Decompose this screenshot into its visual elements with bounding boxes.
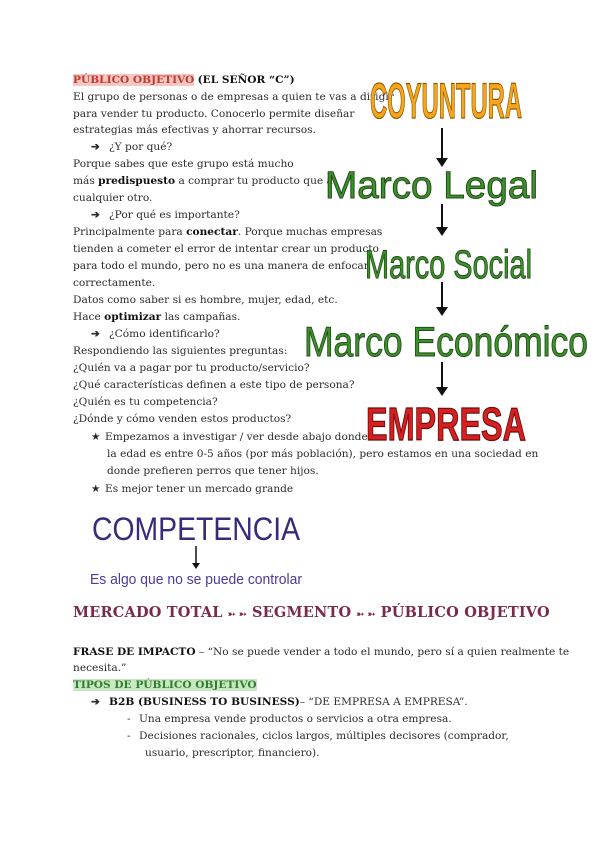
- impact-label: FRASE DE IMPACTO: [73, 646, 196, 658]
- arrow-head-icon: [436, 387, 448, 396]
- answer-text: . Porque muchas empresas: [237, 226, 383, 238]
- intro-line: estrategias más efectivas y ahorrar recursos.: [73, 124, 316, 136]
- arrow-right-icon: ➔: [91, 328, 100, 340]
- heading-highlight: PÚBLICO OBJETIVO: [73, 74, 195, 86]
- impact-text: necesita.”: [73, 662, 127, 674]
- answer-text: Principalmente para: [73, 226, 187, 238]
- arrow-icon: ➳ ➳: [227, 610, 247, 620]
- answer-line: cualquier otro.: [73, 192, 153, 204]
- answer-line: [73, 309, 240, 326]
- bullet-text: Es mejor tener un mercado grande: [105, 483, 294, 495]
- impact-phrase: [73, 644, 569, 661]
- dash-bullet-icon: -: [127, 730, 131, 742]
- arrow-head-icon: [436, 307, 448, 316]
- diagram-item-empresa: EMPRESA: [366, 398, 526, 450]
- answer-line: ¿Quién va a pagar por tu producto/servicio?: [73, 362, 310, 374]
- answer-bold: conectar: [186, 226, 238, 238]
- answer-bold: optimizar: [104, 311, 162, 323]
- answer-line: [73, 173, 333, 190]
- answer-bold: predispuesto: [98, 175, 176, 187]
- answer-line: ¿Dónde y cómo venden estos productos?: [73, 413, 292, 425]
- sub-item: [127, 711, 452, 728]
- heading-suffix: (EL SEÑOR “C”): [197, 74, 295, 86]
- diagram-item-coyuntura: COYUNTURA: [370, 73, 522, 129]
- intro-line: El grupo de personas o de empresas a quien te vas a dirigir: [73, 91, 394, 103]
- b2b-label: B2B (BUSINESS TO BUSINESS): [109, 696, 300, 708]
- sub-text: Una empresa vende productos o servicios a otra empresa.: [139, 713, 452, 725]
- question-text: ¿Por qué es importante?: [109, 209, 240, 221]
- answer-text: a comprar tu producto que a: [175, 175, 333, 187]
- bullet-text: la edad es entre 0-5 años (por más población), pero estamos en una sociedad en: [107, 448, 539, 460]
- market-flow-heading: [73, 604, 550, 621]
- dash-bullet-icon: -: [127, 713, 131, 725]
- types-heading: [73, 677, 257, 694]
- arrow-head-icon: [436, 227, 448, 236]
- question-importance: [91, 207, 240, 224]
- arrow-right-icon: ➔: [91, 209, 100, 221]
- sub-text: usuario, prescriptor, financiero).: [145, 747, 320, 759]
- context-diagram: [300, 70, 600, 450]
- competencia-title: COMPETENCIA: [92, 511, 301, 547]
- b2b-item: [91, 694, 468, 711]
- market-segment: SEGMENTO: [252, 604, 352, 621]
- intro-line: para vender tu producto. Conocerlo permite diseñar: [73, 108, 355, 120]
- question-text: ¿Cómo identificarlo?: [109, 328, 220, 340]
- bullet-text: Empezamos a investigar / ver desde abajo donde: [105, 431, 368, 443]
- bullet-text: donde prefieren perros que tener hijos.: [107, 465, 319, 477]
- impact-dash: –: [195, 646, 208, 658]
- question-text: ¿Y por qué?: [109, 141, 173, 153]
- answer-line: Datos como saber si es hombre, mujer, edad, etc.: [73, 294, 338, 306]
- market-total: MERCADO TOTAL: [73, 604, 223, 621]
- answer-text: más: [73, 175, 99, 187]
- answer-text: las campañas.: [161, 311, 241, 323]
- bullet-item: [91, 481, 293, 498]
- arrow-head-icon: [192, 563, 200, 569]
- types-highlight: TIPOS DE PÚBLICO OBJETIVO: [73, 679, 257, 691]
- sub-item: [127, 728, 509, 745]
- answer-text: Hace: [73, 311, 105, 323]
- arrow-right-icon: ➔: [91, 696, 100, 708]
- answer-line: Respondiendo las siguientes preguntas:: [73, 345, 288, 357]
- question-identify: [91, 326, 220, 343]
- public-objective-heading: [73, 72, 295, 89]
- diagram-item-marco-economico: Marco Económico: [304, 318, 588, 365]
- answer-line: Porque sabes que este grupo está mucho: [73, 158, 294, 170]
- question-why: [91, 139, 172, 156]
- arrow-right-icon: ➔: [91, 141, 100, 153]
- answer-line: tienden a cometer el error de intentar crear un producto: [73, 243, 379, 255]
- star-bullet-icon: ★: [91, 483, 101, 495]
- competencia-subtitle: Es algo que no se puede controlar: [90, 571, 302, 588]
- competencia-block: [88, 508, 328, 592]
- answer-line: ¿Quién es tu competencia?: [73, 396, 218, 408]
- b2b-rest: – “DE EMPRESA A EMPRESA”.: [299, 696, 468, 708]
- arrow-icon: ➳ ➳: [356, 610, 376, 620]
- answer-line: ¿Qué características definen a este tipo de persona?: [73, 379, 355, 391]
- answer-line: correctamente.: [73, 277, 156, 289]
- diagram-item-marco-social: Marco Social: [365, 243, 532, 287]
- star-bullet-icon: ★: [91, 431, 101, 443]
- diagram-item-marco-legal: Marco Legal: [325, 165, 538, 207]
- impact-text: “No se puede vender a todo el mundo, pero sí a quien realmente te: [207, 646, 570, 658]
- answer-line: para todo el mundo, pero no es una manera de enfocar: [73, 260, 369, 272]
- sub-text: Decisiones racionales, ciclos largos, múltiples decisores (comprador,: [139, 730, 509, 742]
- market-target: PÚBLICO OBJETIVO: [380, 604, 550, 621]
